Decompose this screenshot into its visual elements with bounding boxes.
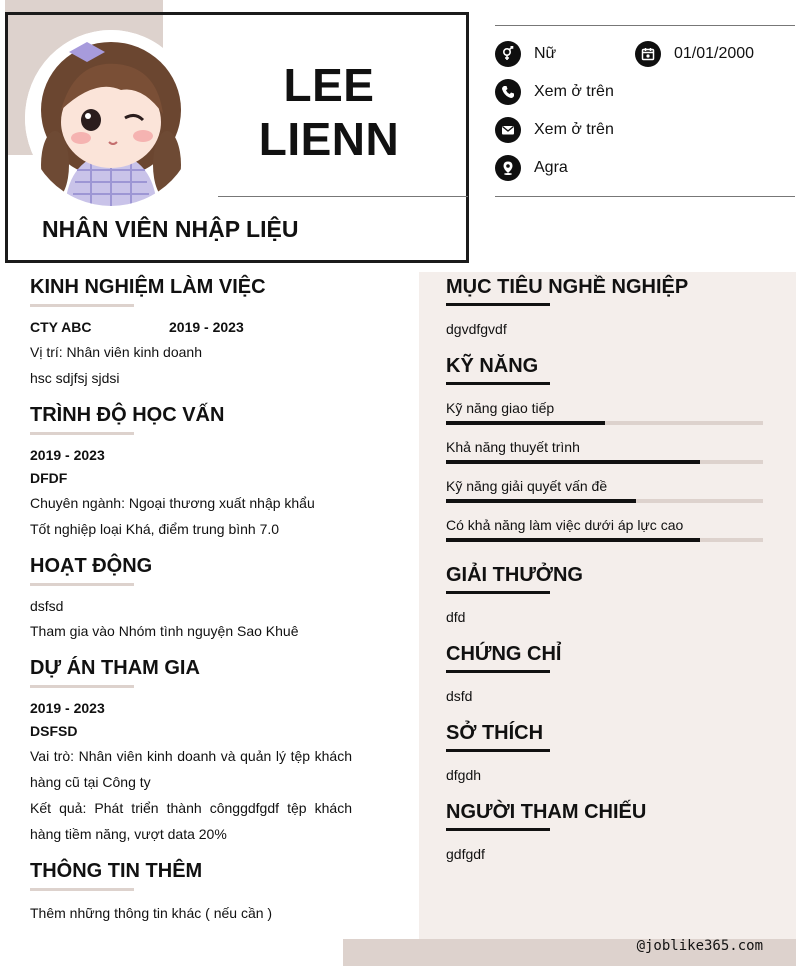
references-text: gdfgdf <box>446 846 485 862</box>
skill-bar-fill <box>446 421 605 425</box>
phone-value[interactable]: Xem ở trên <box>534 83 614 100</box>
activities-line: dsfsd <box>30 598 64 614</box>
gender-icon <box>495 41 521 67</box>
section-underline <box>30 888 134 891</box>
projects-title: DỰ ÁN THAM GIA <box>30 657 200 679</box>
education-school: DFDF <box>30 470 68 486</box>
calendar-icon <box>635 41 661 67</box>
skill-label: Có khả năng làm việc dưới áp lực cao <box>446 517 684 533</box>
footer-watermark: @joblike365.com <box>636 938 763 954</box>
experience-period: 2019 - 2023 <box>169 319 244 335</box>
mail-icon <box>495 117 521 143</box>
project-role: Vai trò: Nhân viên kinh doanh và quản lý tệp khách hàng cũ tại Công ty <box>30 748 352 790</box>
divider <box>218 196 468 197</box>
avatar-illustration <box>25 30 197 206</box>
objective-title: MỤC TIÊU NGHỀ NGHIỆP <box>446 276 689 298</box>
birthday-value: 01/01/2000 <box>674 45 755 62</box>
activities-title: HOẠT ĐỘNG <box>30 555 153 577</box>
extra-title: THÔNG TIN THÊM <box>30 860 203 882</box>
hobbies-title: SỞ THÍCH <box>446 722 544 744</box>
phone-icon <box>495 79 521 105</box>
section-underline <box>446 828 550 831</box>
section-underline <box>30 304 134 307</box>
divider <box>495 196 795 197</box>
education-title: TRÌNH ĐỘ HỌC VẤN <box>30 404 225 426</box>
skill-bar <box>446 538 763 542</box>
skill-bar <box>446 499 763 503</box>
section-underline <box>446 670 550 673</box>
section-underline <box>30 432 134 435</box>
hobbies-text: dfgdh <box>446 767 482 783</box>
skill-label: Kỹ năng giải quyết vấn đề <box>446 478 608 494</box>
email-value[interactable]: Xem ở trên <box>534 121 614 138</box>
contact-email[interactable] <box>495 117 614 143</box>
experience-position: Vị trí: Nhân viên kinh doanh <box>30 344 202 360</box>
skill-bar-fill <box>446 460 700 464</box>
section-underline <box>30 583 134 586</box>
project-name: DSFSD <box>30 723 78 739</box>
activities-line: Tham gia vào Nhóm tình nguyện Sao Khuê <box>30 623 299 639</box>
skill-label: Kỹ năng giao tiếp <box>446 400 555 416</box>
experience-description: hsc sdjfsj sjdsi <box>30 370 120 386</box>
awards-title: GIẢI THƯỞNG <box>446 564 583 586</box>
divider <box>495 25 795 26</box>
gender-value: Nữ <box>534 45 557 62</box>
contact-phone[interactable] <box>495 79 614 105</box>
extra-text: Thêm những thông tin khác ( nếu cần ) <box>30 905 273 921</box>
certificates-title: CHỨNG CHỈ <box>446 643 562 665</box>
skill-bar <box>446 421 763 425</box>
candidate-name: LEE LIENN <box>258 59 400 165</box>
project-result: Kết quả: Phát triển thành cônggdfgdf tệp khách hàng tiềm năng, vượt data 20% <box>30 800 352 842</box>
avatar <box>25 30 197 206</box>
project-period: 2019 - 2023 <box>30 700 105 716</box>
experience-company: CTY ABC <box>30 319 92 335</box>
education-period: 2019 - 2023 <box>30 447 105 463</box>
certificates-text: dsfd <box>446 688 473 704</box>
contact-address <box>495 155 568 181</box>
skills-title: KỸ NĂNG <box>446 355 539 377</box>
section-underline <box>446 591 550 594</box>
skill-bar-fill <box>446 538 700 542</box>
objective-text: dgvdfgvdf <box>446 321 507 337</box>
section-underline <box>446 303 550 306</box>
section-underline <box>30 685 134 688</box>
skill-label: Khả năng thuyết trình <box>446 439 580 455</box>
education-major: Chuyên ngành: Ngoại thương xuất nhập khẩu <box>30 495 315 511</box>
experience-title: KINH NGHIỆM LÀM VIỆC <box>30 276 266 298</box>
section-underline <box>446 749 550 752</box>
skill-bar <box>446 460 763 464</box>
address-value: Agra <box>534 159 568 176</box>
contact-gender <box>495 41 556 67</box>
location-icon <box>495 155 521 181</box>
job-title: NHÂN VIÊN NHẬP LIỆU <box>42 216 299 242</box>
references-title: NGƯỜI THAM CHIẾU <box>446 801 647 823</box>
contact-birthday <box>635 41 754 67</box>
education-result: Tốt nghiệp loại Khá, điểm trung bình 7.0 <box>30 521 280 537</box>
section-underline <box>446 382 550 385</box>
skill-bar-fill <box>446 499 636 503</box>
awards-text: dfd <box>446 609 466 625</box>
